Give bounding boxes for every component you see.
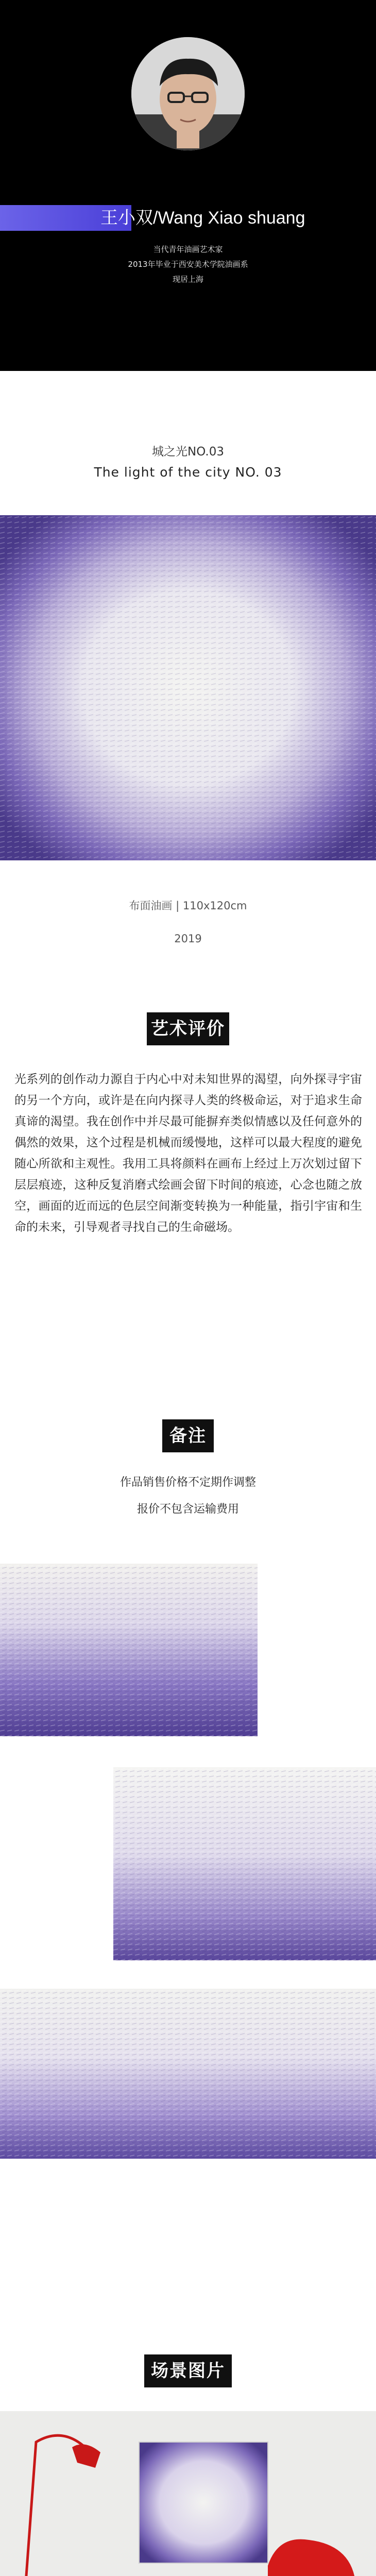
artist-avatar [131,37,245,150]
scene-image [0,2411,376,2576]
wall-painting [139,2442,268,2563]
painting-detail-2 [113,1767,376,1960]
artist-name: 王小双/Wang Xiao shuang [100,208,305,228]
artwork-medium-size: 布面油画 | 110x120cm [129,900,247,912]
notes-list [0,1469,376,1523]
bio-line: 现居上海 [172,275,203,284]
note-line: 作品销售价格不定期作调整 [119,1476,256,1489]
bio-line: 当代青年油画艺术家 [153,245,223,254]
notes-heading: 备注 [162,1419,214,1452]
artist-name-bar [0,205,376,231]
artwork-title-cn: 城之光NO.03 [152,445,224,459]
review-paragraph: 光系列的创作动力源自于内心中对未知世界的渴望，向外探寻宇宙的另一个方向，或许是在向内探寻人类的终极命运，对于追求生命真谛的渴望。我在创作中并尽最可能摒弃类似情感以及任何意外的偶然的效果，这个过程是机械而缓慢地，这样可以最大程度的避免随心所欲和主观性。我用工具将颜料在画布上经过上万次划过留下层层痕迹，这种反复消磨式绘画会留下时间的痕迹，心念也随之放空，画面的近而远的色层空间渐变转换为一种能量，指引宇宙和生命的未来，引导观者寻找自己的生命磁场。 [14,1073,362,1234]
review-heading: 艺术评价 [147,1012,229,1045]
artist-header [0,0,376,371]
painting-detail-3 [0,1989,376,2159]
painting-detail-1 [0,1564,258,1736]
artwork-year: 2019 [174,933,202,945]
artwork-title-en: The light of the city NO. 03 [94,465,282,480]
artwork-title-block [0,442,376,483]
artist-bio [0,242,376,287]
scene-heading: 场景图片 [144,2354,232,2387]
portrait-image [131,37,245,150]
painting-image [0,515,376,860]
note-line: 报价不包含运输费用 [136,1503,239,1516]
art-review-text [14,1069,362,1238]
bio-line: 2013年毕业于西安美术学院油画系 [128,260,248,269]
artwork-meta [0,895,376,949]
